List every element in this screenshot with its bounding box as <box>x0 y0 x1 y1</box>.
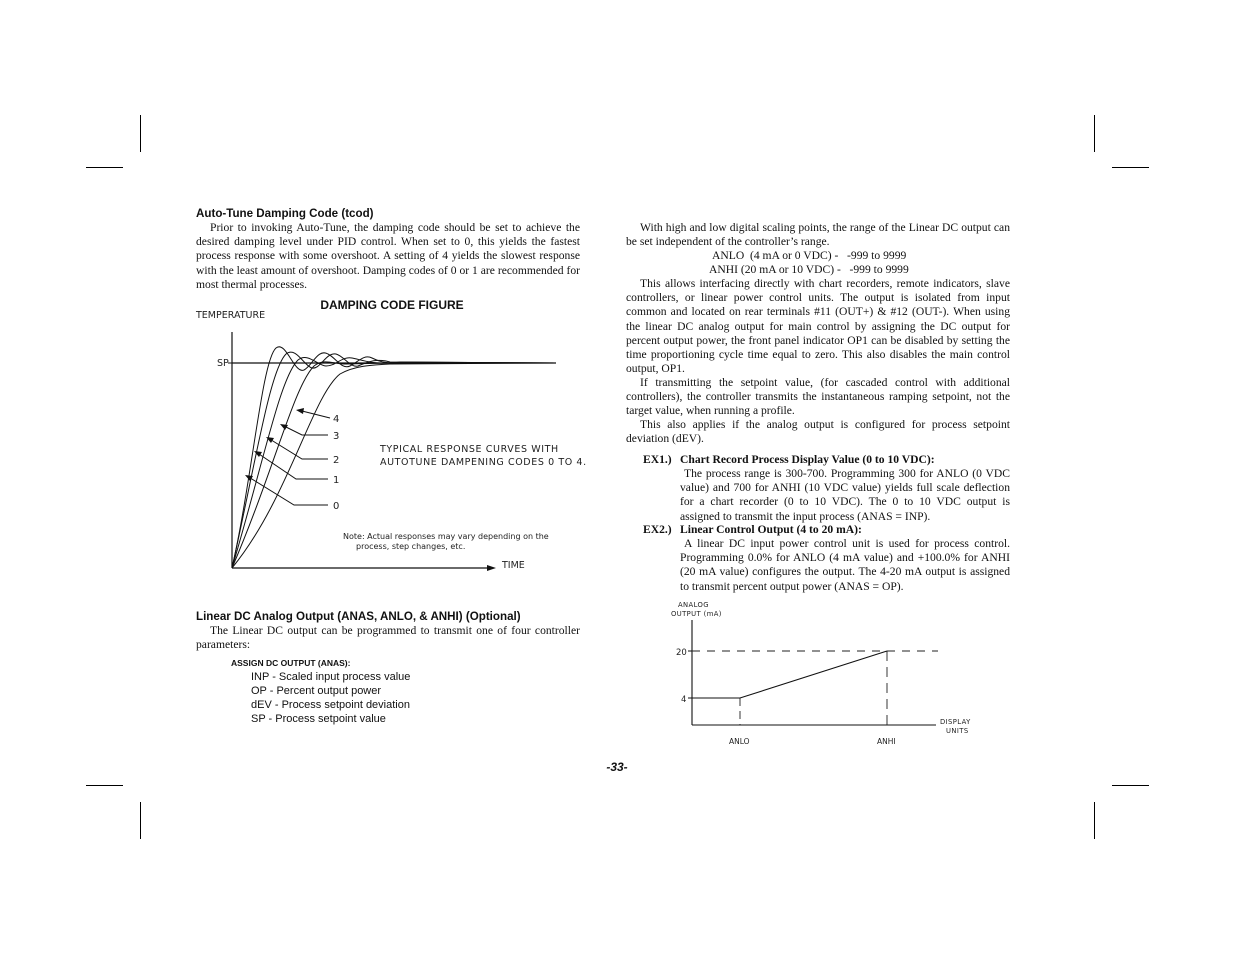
temperature-axis-label: TEMPERATURE <box>196 310 266 321</box>
time-axis-label: TIME <box>502 560 525 571</box>
linear-dc-intro: With high and low digital scaling points, the range of the Linear DC output can be set independent of the controller’s range. <box>626 221 1010 249</box>
interfacing-paragraph: This allows interfacing directly with chart recorders, remote indicators, slave controllers, or linear power control units. The output is isolated from input common and located on rear terminals #11 (OUT+) & #12 (OUT-). When using the linear DC analog output for main control by assigning the DC output for percent output power, the front panel indicator OP1 can be disabled by setting the time proportioning cycle time equal to zero. This also disables the main control output, OP1. <box>626 277 1010 376</box>
analog-axis-label-line2: OUTPUT (mA) <box>671 610 722 618</box>
crop-mark <box>86 167 123 168</box>
example-2-label: EX2.) <box>643 523 672 536</box>
x-tick-label-anlo: ANLO <box>729 737 750 746</box>
leader-line-0 <box>247 476 328 505</box>
linear-dc-body: The Linear DC output can be programmed to transmit one of four controller parameters: <box>196 624 580 652</box>
damping-code-label: 2 <box>333 455 340 466</box>
analog-output-figure <box>670 598 980 748</box>
sp-label: SP <box>217 358 229 369</box>
example-1-body: The process range is 300-700. Programming 300 for ANLO (0 VDC value) and 700 for ANHI (10 VDC value) yields full scale deflection for a chart recorder (0 to 10 VDC). The 0 to 10 VDC output is assigned to transmit the input process (ANAS = INP). <box>680 467 1010 523</box>
list-item: OP - Percent output power <box>251 685 382 697</box>
damping-code-label: 3 <box>333 431 340 442</box>
setpoint-paragraph: If transmitting the setpoint value, (for cascaded control with additional controllers), the controller transmits the instantaneous ramping setpoint, not the target value, when running a profile. <box>626 376 1010 418</box>
tcod-heading: Auto-Tune Damping Code (tcod) <box>196 207 374 220</box>
output-transfer-line <box>692 651 887 698</box>
tcod-body: Prior to invoking Auto-Tune, the damping code should be set to achieve the desired damping level under PID control. When set to 0, this yields the fastest process response with some overshoot. A setting of 4 yields the slowest response with the least amount of overshoot. Damping codes of 0 or 1 are recommended for most thermal processes. <box>196 221 580 291</box>
crop-mark <box>140 802 141 839</box>
crop-mark <box>1112 785 1149 786</box>
list-item: SP - Process setpoint value <box>251 713 386 725</box>
damping-code-label: 1 <box>333 475 340 486</box>
damping-code-label: 0 <box>333 501 340 512</box>
x-axis-label-line2: UNITS <box>946 727 969 735</box>
list-item: INP - Scaled input process value <box>251 671 411 683</box>
crop-mark <box>1094 802 1095 839</box>
figure-caption-line2: AUTOTUNE DAMPENING CODES 0 TO 4. <box>380 457 587 468</box>
crop-mark <box>140 115 141 152</box>
example-2-body: A linear DC input power control unit is used for process control. Programming 0.0% for ANLO (4 mA value) and +100.0% for ANHI (20 mA value) configures the output. The 4-20 mA output is assigned to transmit percent output power (ANAS = OP). <box>680 537 1010 593</box>
crop-mark <box>1112 167 1149 168</box>
anhi-range-line: ANHI (20 mA or 10 VDC) - -999 to 9999 <box>709 263 909 276</box>
leader-line-1 <box>256 452 328 479</box>
x-tick-label-anhi: ANHI <box>877 737 896 746</box>
y-tick-label-20: 20 <box>676 648 687 658</box>
damping-code-figure <box>190 300 590 580</box>
figure-caption-line1: TYPICAL RESPONSE CURVES WITH <box>380 444 559 455</box>
example-1-title: Chart Record Process Display Value (0 to 10 VDC): <box>680 453 935 466</box>
damping-figure-title: DAMPING CODE FIGURE <box>320 298 464 312</box>
analog-axis-label-line1: ANALOG <box>678 601 709 609</box>
figure-note-line2: process, step changes, etc. <box>356 542 466 551</box>
arrowhead-0 <box>245 475 253 481</box>
page-number: -33- <box>606 760 628 774</box>
arrowhead-4 <box>296 408 304 414</box>
time-axis-arrow <box>487 565 496 571</box>
assign-dc-output-label: ASSIGN DC OUTPUT (ANAS): <box>231 658 351 668</box>
example-1-label: EX1.) <box>643 453 672 466</box>
deviation-paragraph: This also applies if the analog output is configured for process setpoint deviation (dEV). <box>626 418 1010 446</box>
crop-mark <box>86 785 123 786</box>
damping-code-label: 4 <box>333 414 340 425</box>
crop-mark <box>1094 115 1095 152</box>
anlo-range-line: ANLO (4 mA or 0 VDC) - -999 to 9999 <box>712 249 907 262</box>
linear-dc-heading: Linear DC Analog Output (ANAS, ANLO, & ANHI) (Optional) <box>196 610 521 623</box>
list-item: dEV - Process setpoint deviation <box>251 699 410 711</box>
figure-note-line1: Note: Actual responses may vary depending on the <box>343 532 549 541</box>
y-tick-label-4: 4 <box>681 695 687 705</box>
example-2-title: Linear Control Output (4 to 20 mA): <box>680 523 862 536</box>
x-axis-label-line1: DISPLAY <box>940 718 971 726</box>
